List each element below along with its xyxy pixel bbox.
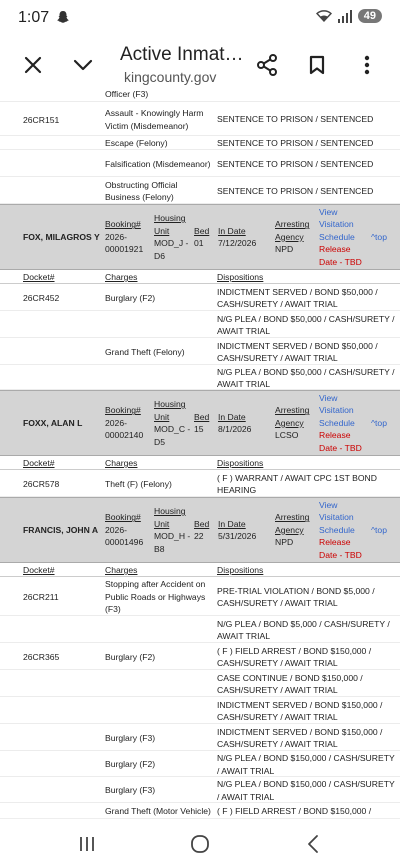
disposition-cell: ( F ) FIELD ARREST / BOND $150,000 / [217,805,372,816]
in-date: 8/1/2026 [218,424,252,434]
table-row [0,670,400,697]
charge-cell: Burglary (F3) [105,732,156,743]
housing-label: Housing Unit [154,506,186,529]
charge-cell: Assault - Knowingly Harm Victim (Misdemeanor) [105,108,204,131]
release-date: Release Date - TBD [319,537,362,560]
visitation-link[interactable]: View Visitation Schedule [319,499,355,535]
charges-header: Charges [105,458,138,468]
inmate-header [0,390,400,456]
disposition-cell: PRE-TRIAL VIOLATION / BOND $5,000 / CASH/SURETY / AWAIT TRIAL [217,585,375,608]
docket-cell: 26CR452 [23,293,60,303]
column-header-row [0,270,400,284]
back-button[interactable] [298,831,328,857]
inmate-name: FOX, MILAGROS Y [23,232,100,242]
table-row [0,284,400,311]
disposition-cell: N/G PLEA / BOND $5,000 / CASH/SURETY / AWAIT TRIAL [217,618,390,641]
inmate-name: FRANCIS, JOHN A [23,525,99,535]
arresting-agency: LCSO [275,430,299,441]
wifi-icon [316,9,332,23]
booking-number: 2026-00002140 [105,417,144,441]
charge-cell: Burglary (F2) [105,759,156,770]
browser-header [0,36,400,92]
docket-header: Docket# [23,458,55,468]
agency-label: Arresting Agency [275,219,310,242]
charges-header: Charges [105,565,138,575]
charge-cell: Grand Theft (Motor Vehicle) [105,805,211,816]
table-row [0,751,400,777]
page-content [0,89,400,818]
disposition-cell: N/G PLEA / BOND $50,000 / CASH/SURETY / AWAIT TRIAL [217,366,395,389]
share-button[interactable] [250,48,284,82]
release-date: Release Date - TBD [319,430,362,453]
system-nav-bar [0,818,400,867]
recents-icon [78,835,96,853]
recents-button[interactable] [72,831,102,857]
top-link[interactable]: ^top [371,231,387,242]
charges-header: Charges [105,272,138,282]
close-button[interactable] [16,48,50,82]
docket-header: Docket# [23,272,55,282]
visitation-link[interactable]: View Visitation Schedule [319,392,355,428]
charge-cell: Stopping after Accident on Public Roads or Highways (F3) [105,579,206,615]
disposition-cell: SENTENCE TO PRISON / SENTENCED [217,185,374,196]
caret-up-icon: ^ [371,417,376,428]
bookmark-button[interactable] [300,48,334,82]
table-row [0,311,400,338]
charge-cell: Falsification (Misdemeanor) [105,158,211,169]
home-icon [189,833,211,855]
back-icon [306,834,320,854]
visitation-link[interactable]: View Visitation Schedule [319,206,355,242]
minimize-button[interactable] [66,48,100,82]
disposition-cell: CASE CONTINUE / BOND $150,000 / CASH/SURETY / AWAIT TRIAL [217,672,363,695]
disposition-cell: INDICTMENT SERVED / BOND $150,000 / CASH/SURETY / AWAIT TRIAL [217,699,383,722]
housing-unit: MOD_J - D6 [154,238,189,261]
disposition-cell: N/G PLEA / BOND $150,000 / CASH/SURETY / AWAIT TRIAL [217,779,395,802]
status-time: 1:07 [18,9,50,26]
in-date-label: In Date [218,411,246,422]
charge-cell: Obstructing Official Business (Felony) [105,179,178,202]
arresting-agency: NPD [275,244,294,255]
page-domain: kingcounty.gov [124,69,217,85]
column-header-row [0,563,400,577]
inmate-records [0,88,400,856]
status-bar [0,0,400,36]
table-row [0,470,400,497]
page-title: Active Inmat… [120,44,244,65]
table-row [0,616,400,643]
booking-label: Booking# [105,219,141,230]
booking-label: Booking# [105,512,141,523]
disposition-cell: INDICTMENT SERVED / BOND $50,000 / CASH/SURETY / AWAIT TRIAL [217,286,378,309]
housing-unit: MOD_C - D5 [154,424,191,447]
table-row [0,724,400,751]
docket-cell: 26CR211 [23,592,59,602]
bed-label: Bed [194,518,210,529]
release-date: Release Date - TBD [319,244,362,267]
more-vert-icon [364,55,370,75]
charge-cell: Grand Theft (Felony) [105,346,185,357]
disposition-cell: ( F ) WARRANT / AWAIT CPC 1ST BOND HEARING [217,472,377,495]
disposition-cell: SENTENCE TO PRISON / SENTENCED [217,158,374,169]
caret-up-icon: ^ [371,231,376,242]
dispositions-header: Dispositions [217,565,264,575]
disposition-cell: INDICTMENT SERVED / BOND $150,000 / CASH/SURETY / AWAIT TRIAL [217,726,383,749]
dispositions-header: Dispositions [217,272,264,282]
disposition-cell: N/G PLEA / BOND $50,000 / CASH/SURETY / AWAIT TRIAL [217,313,395,336]
top-link[interactable]: ^top [371,417,387,428]
housing-label: Housing Unit [154,213,186,236]
table-row [0,136,400,150]
caret-up-icon: ^ [371,524,376,535]
table-row [0,177,400,204]
bed-label: Bed [194,411,210,422]
table-row [0,643,400,670]
column-header-row [0,456,400,470]
more-options-button[interactable] [350,48,384,82]
disposition-cell: N/G PLEA / BOND $150,000 / CASH/SURETY / AWAIT TRIAL [217,753,395,776]
docket-header: Docket# [23,565,55,575]
charge-cell: Escape (Felony) [105,138,168,149]
booking-label: Booking# [105,405,141,416]
inmate-name: FOXX, ALAN L [23,418,83,428]
agency-label: Arresting Agency [275,512,310,535]
dispositions-header: Dispositions [217,458,264,468]
in-date-label: In Date [218,518,246,529]
bed-number: 22 [194,531,204,541]
in-date: 5/31/2026 [218,531,257,541]
battery-indicator: 49 [358,9,382,23]
share-icon [256,54,278,76]
bookmark-icon [309,55,325,75]
charge-cell: Burglary (F3) [105,785,156,796]
table-row [0,697,400,724]
charge-cell: Burglary (F2) [105,292,156,303]
booking-number: 2026-00001921 [105,231,144,255]
in-date-label: In Date [218,225,246,236]
table-row [0,150,400,177]
snapchat-icon [56,10,70,24]
table-row [0,88,400,102]
inmate-header [0,497,400,563]
bed-number: 15 [194,424,204,434]
top-link[interactable]: ^top [371,524,387,535]
close-icon [24,56,42,74]
disposition-cell: SENTENCE TO PRISON / SENTENCED [217,138,374,149]
agency-label: Arresting Agency [275,405,310,428]
bed-number: 01 [194,238,204,248]
charge-cell: Burglary (F2) [105,651,156,662]
home-button[interactable] [185,831,215,857]
housing-label: Housing Unit [154,399,186,422]
housing-unit: MOD_H - B8 [154,531,191,554]
charge-cell: Theft (F) (Felony) [105,478,172,489]
bed-label: Bed [194,225,210,236]
in-date: 7/12/2026 [218,238,257,248]
table-row [0,338,400,365]
table-row [0,777,400,803]
disposition-cell: ( F ) FIELD ARREST / BOND $150,000 / CASH/SURETY / AWAIT TRIAL [217,645,372,668]
inmate-header [0,204,400,270]
docket-cell: 26CR365 [23,652,60,662]
disposition-cell: INDICTMENT SERVED / BOND $50,000 / CASH/SURETY / AWAIT TRIAL [217,340,378,363]
arresting-agency: NPD [275,537,294,548]
chevron-down-icon [73,59,93,71]
charge-cell: Officer (F3) [105,89,149,99]
disposition-cell: SENTENCE TO PRISON / SENTENCED [217,114,374,125]
table-row [0,577,400,616]
status-right [316,9,382,23]
booking-number: 2026-00001496 [105,524,144,548]
docket-cell: 26CR578 [23,479,60,489]
table-row [0,365,400,390]
signal-icon [338,10,352,23]
table-row [0,102,400,136]
docket-cell: 26CR151 [23,114,60,125]
